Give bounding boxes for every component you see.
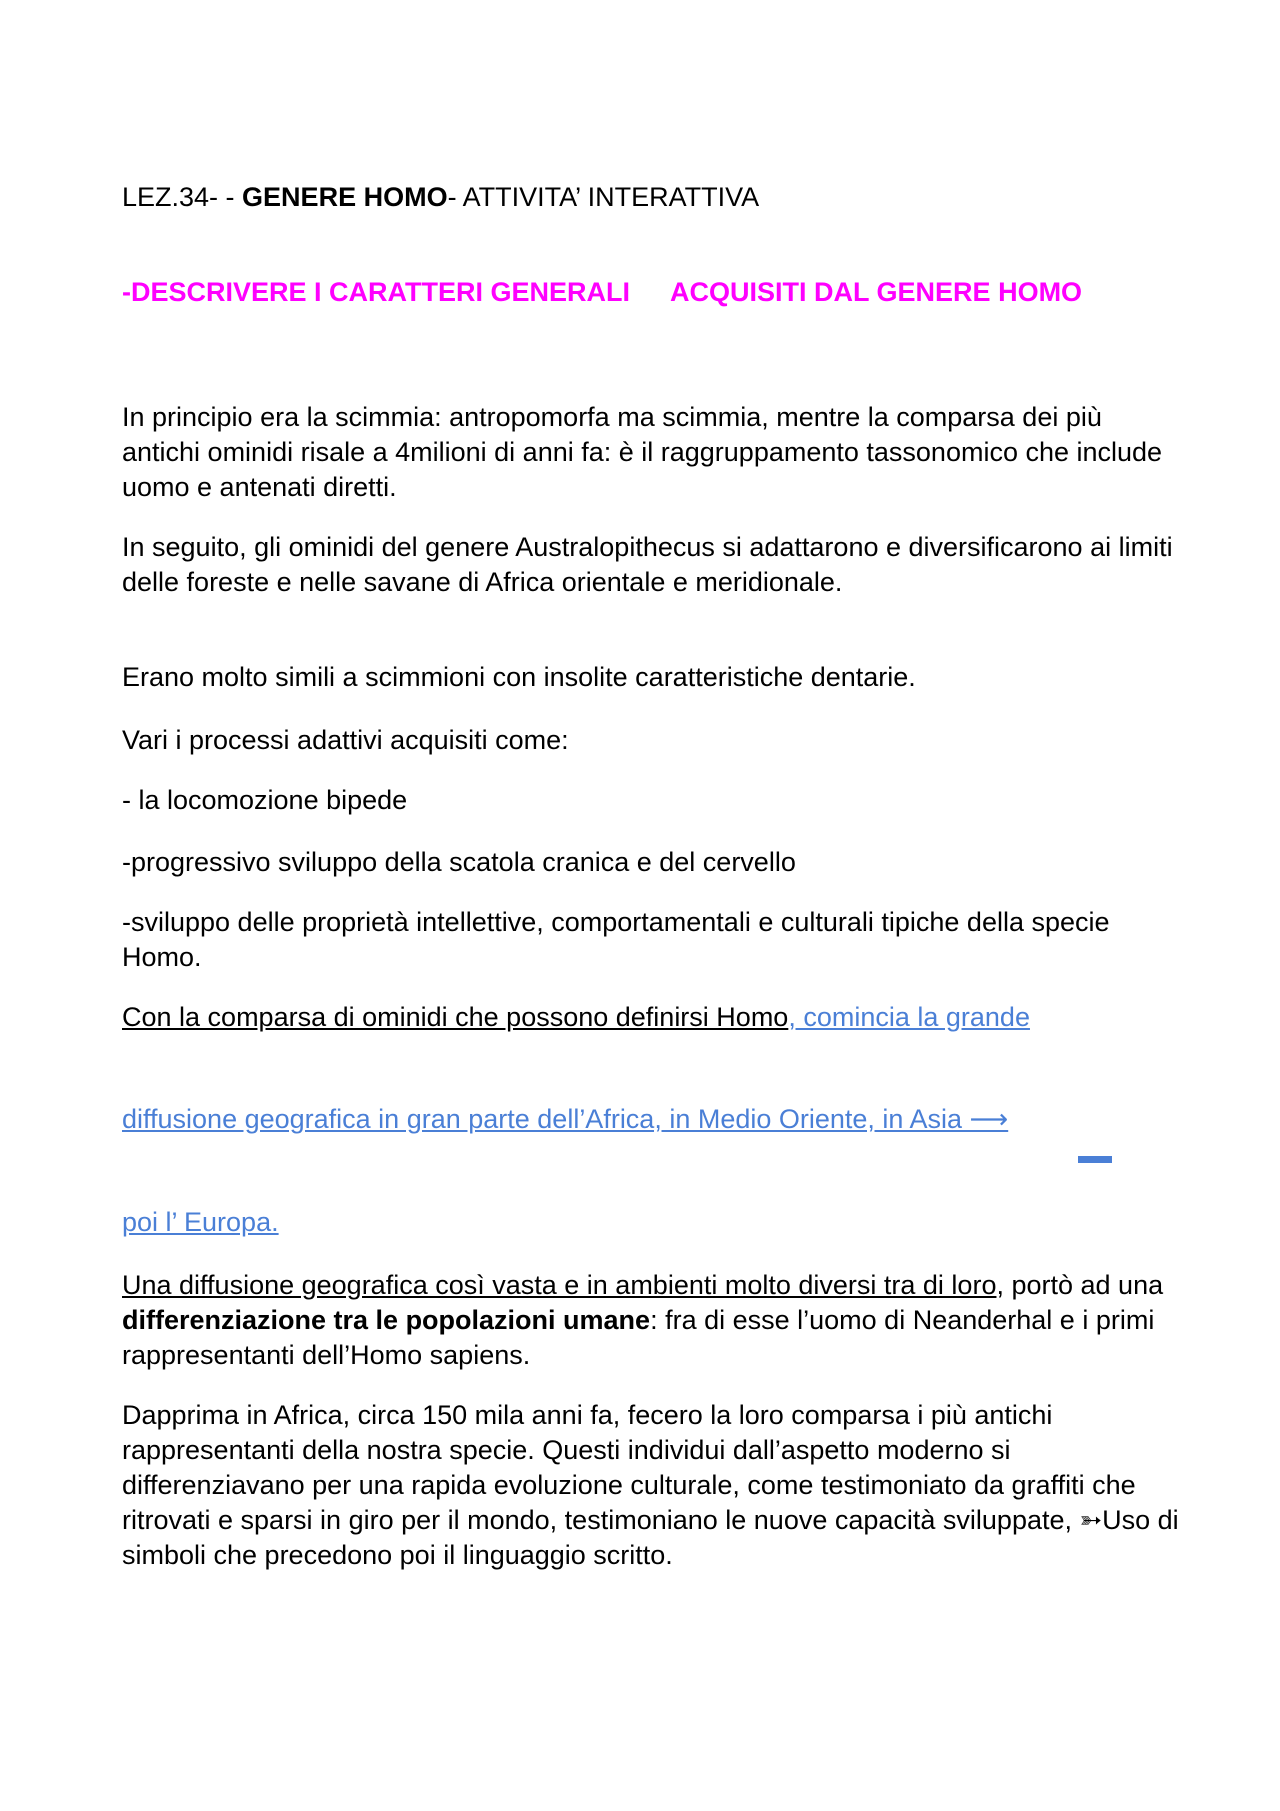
text-span: , portò ad una bbox=[996, 1270, 1164, 1300]
paragraph-intro: In principio era la scimmia: antropomorfa ma scimmia, mentre la comparsa dei più antichi ominidi risale a 4milioni di anni fa: è il raggruppamento tassonomico che include uomo e antenati diretti. bbox=[122, 402, 1163, 502]
section-heading bbox=[122, 275, 1182, 309]
underlined-text: Con la comparsa di ominidi che possono definirsi Homo bbox=[122, 1002, 789, 1032]
paragraph-australopithecus: In seguito, gli ominidi del genere Australopithecus si adattarono e diversificarono ai limiti delle foreste e nelle savane di Africa orientale e meridionale. bbox=[122, 532, 1173, 597]
paragraph-differenziazione bbox=[122, 1268, 1182, 1373]
paragraph-processi: Vari i processi adattivi acquisiti come: bbox=[122, 725, 569, 755]
title-suffix: - ATTIVITA’ INTERATTIVA bbox=[447, 182, 760, 212]
link-europa[interactable]: poi l’ Europa. bbox=[122, 1207, 279, 1237]
paragraph-europa bbox=[122, 1205, 1182, 1240]
text-span: : fra di esse l’uomo di Neanderhal e i primi rappresentanti dell’Homo sapiens. bbox=[122, 1305, 1155, 1370]
heading-part1: -DESCRIVERE I CARATTERI GENERALI bbox=[122, 277, 631, 307]
list-item-proprieta: -sviluppo delle proprietà intellettive, comportamentali e culturali tipiche della specie Homo. bbox=[122, 907, 1110, 972]
bold-text: differenziazione tra le popolazioni umane bbox=[122, 1305, 651, 1335]
list-item-locomozione: - la locomozione bipede bbox=[122, 785, 408, 815]
title-bold: GENERE HOMO bbox=[242, 182, 448, 212]
paragraph-diffusione bbox=[122, 1102, 1182, 1137]
lesson-title bbox=[122, 180, 1182, 215]
link-diffusione-1[interactable]: , comincia la grande bbox=[788, 1002, 1030, 1032]
heading-part2: ACQUISITI DAL GENERE HOMO bbox=[670, 277, 1083, 307]
link-dash-mark bbox=[1078, 1156, 1112, 1163]
underlined-text: Una diffusione geografica così vasta e in ambienti molto diversi tra di loro bbox=[122, 1270, 997, 1300]
paragraph-comparsa-homo bbox=[122, 1000, 1182, 1035]
list-item-cervello: -progressivo sviluppo della scatola cranica e del cervello bbox=[122, 847, 796, 877]
link-diffusione-2[interactable]: diffusione geografica in gran parte dell’Africa, in Medio Oriente, in Asia ⟶ bbox=[122, 1104, 1009, 1134]
paragraph-africa: Dapprima in Africa, circa 150 mila anni fa, fecero la loro comparsa i più antichi rappresentanti della nostra specie. Questi individui dall’aspetto moderno si differenziavano per una rapida evoluzione culturale, come testimoniato da graffiti che ritrovati e sparsi in giro per il mondo, testimoniano le nuove capacità sviluppate, ➳Uso di simboli che precedono poi il linguaggio scritto. bbox=[122, 1400, 1179, 1570]
paragraph-scimmioni: Erano molto simili a scimmioni con insolite caratteristiche dentarie. bbox=[122, 662, 916, 692]
title-prefix: LEZ.34- - bbox=[122, 182, 243, 212]
